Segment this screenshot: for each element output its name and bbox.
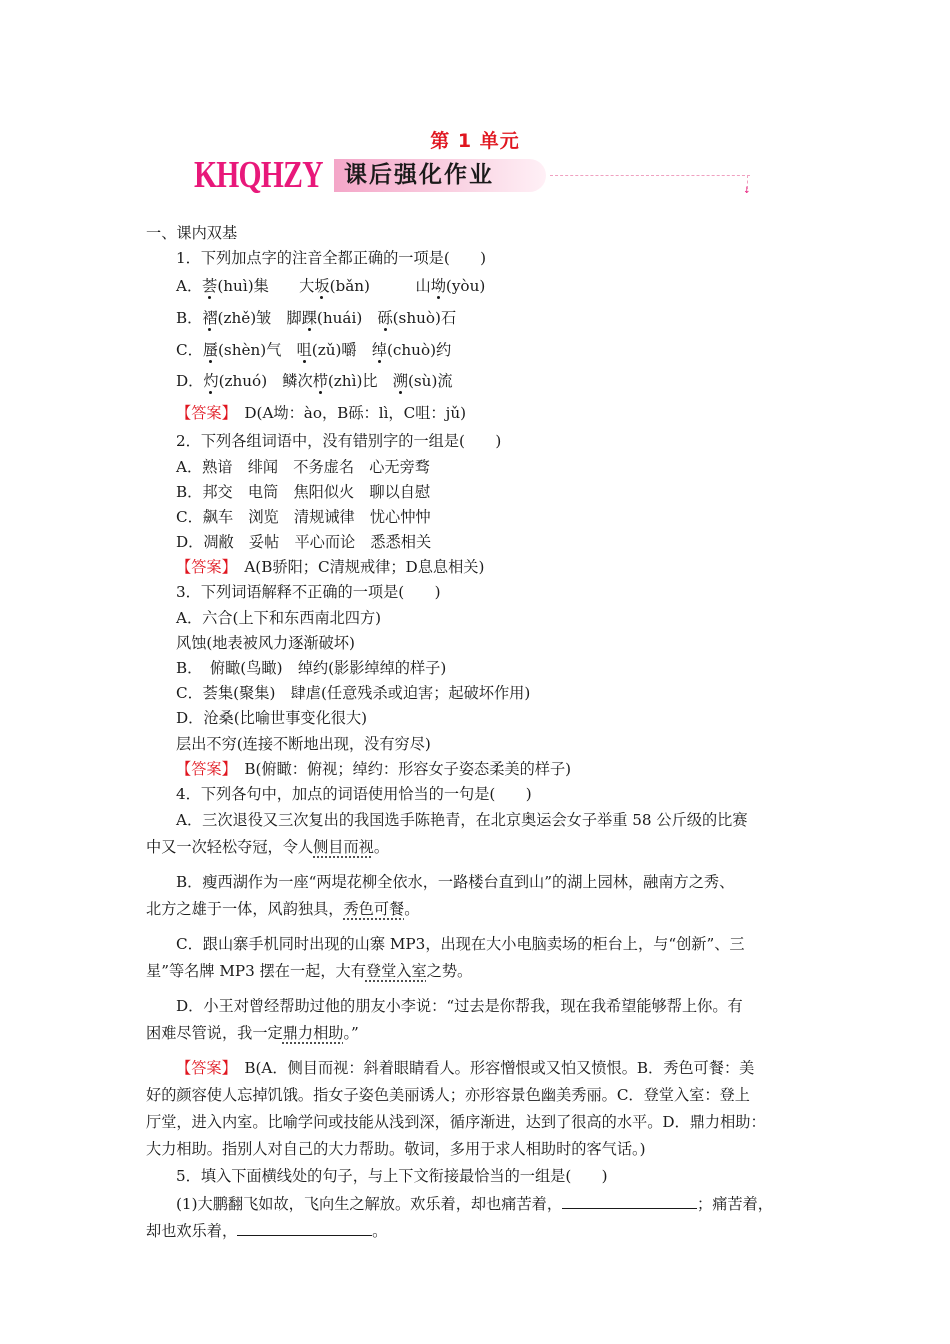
dotted-char: 荟: [202, 277, 218, 296]
option-text: A．: [176, 277, 203, 296]
option-text: 。: [373, 838, 389, 857]
option-text: B．: [176, 308, 203, 327]
question-1-answer: [146, 398, 806, 430]
dotted-phrase: 侧目而视: [313, 838, 374, 857]
section-banner: [194, 156, 764, 196]
question-4-answer-line: 好的颜容使人忘掉饥饿。指女子姿色美丽诱人；亦形容景色幽美秀丽。C．登堂入室：登上: [146, 1086, 750, 1105]
dotted-char: 坂: [314, 277, 330, 296]
option-text: (yòu): [445, 277, 486, 296]
question-2-answer: [146, 555, 806, 580]
option-text: (sù)流: [407, 372, 453, 391]
question-4-option-b-line1: B．瘦西湖作为一座“两堤花柳全依水，一路楼台直到山”的湖上园林，融南方之秀、: [176, 873, 735, 892]
question-3-line: C．荟集(聚集) 肆虐(任意残杀或迫害；起破坏作用): [176, 684, 531, 703]
question-4-option-d-line1: D．小王对曾经帮助过他的朋友小李说：“过去是你帮我，现在我希望能够帮上你。有: [176, 997, 743, 1016]
option-text: 星”等名牌 MP3 摆在一起，大有: [146, 962, 366, 981]
question-text: 。: [372, 1222, 388, 1241]
answer-text: D(A坳：ào，B砾：lì，C咀：jǔ): [229, 403, 467, 422]
fill-blank[interactable]: [237, 1217, 372, 1236]
banner-title: 课后强化作业: [344, 162, 494, 188]
answer-text: A(B骄阳；C清规戒律；D息息相关): [229, 558, 485, 577]
question-1-option-c: [146, 335, 806, 367]
dotted-char: 踝: [301, 308, 317, 327]
option-text: (zhì)比: [327, 372, 393, 391]
banner-logo: KHQHZY: [194, 154, 323, 196]
question-text: 却也欢乐着，: [146, 1222, 238, 1241]
unit-title: 第 1 单元: [430, 130, 520, 152]
dotted-phrase: 秀色可餐: [343, 900, 405, 919]
dotted-char: 咀: [296, 340, 312, 359]
question-3-stem: 3．下列词语解释不正确的一项是( ): [176, 583, 441, 602]
question-3-line: A．六合(上下和东西南北四方): [176, 608, 382, 627]
question-4-stem: 4．下列各句中，加点的词语使用恰当的一句是( ): [176, 784, 532, 803]
option-text: (shuò)石: [392, 308, 457, 327]
dotted-char: 栉: [312, 372, 328, 391]
answer-tag: 【答案】: [176, 558, 230, 577]
question-2-option-a: A．熟谙 绯闻 不务虚名 心无旁骛: [176, 457, 430, 476]
question-2-option-b: B．邦交 电筒 焦阳似火 聊以自慰: [176, 482, 431, 501]
answer-tag: 【答案】: [176, 1059, 230, 1078]
option-text: D．: [176, 372, 204, 391]
banner-dashed-line: [550, 175, 750, 176]
answer-text: B(俯瞰：俯视；绰约：形容女子姿态柔美的样子): [229, 759, 572, 778]
question-3-line: 层出不穷(连接不断地出现，没有穷尽): [176, 734, 431, 753]
question-4-option-b-line2: [146, 896, 806, 931]
dotted-char: 灼: [203, 372, 219, 391]
option-text: 北方之雄于一体，风韵独具，: [146, 900, 344, 919]
question-1-option-d: [146, 366, 806, 398]
question-5-line2: [146, 1217, 806, 1244]
question-2-option-c: C．飙车 浏览 清规诫律 忧心忡忡: [176, 507, 431, 526]
question-4-answer-line: 厅堂，进入内室。比喻学问或技能从浅到深，循序渐进，达到了很高的水平。D．鼎力相助：: [146, 1113, 766, 1132]
answer-tag: 【答案】: [176, 759, 230, 778]
option-text: (chuò)约: [386, 340, 452, 359]
question-1-option-b: [146, 303, 806, 335]
dotted-phrase: 登堂入室: [365, 962, 427, 981]
arrow-down-icon: ↓: [743, 186, 751, 196]
question-3-line: D．沧桑(比喻世事变化很大): [176, 709, 368, 728]
question-5-line1: [146, 1190, 806, 1217]
question-3-line: B． 俯瞰(鸟瞰) 绰约(影影绰绰的样子): [176, 659, 447, 678]
question-3-line: 风蚀(地表被风力逐渐破坏): [176, 633, 355, 652]
question-2-option-d: D．凋敝 妥帖 平心而论 悉悉相关: [176, 533, 432, 552]
question-3-answer: [146, 757, 806, 782]
dotted-char: 溯: [392, 372, 408, 391]
option-text: 。”: [343, 1024, 359, 1043]
option-text: (zhě)皱 脚: [217, 308, 302, 327]
option-text: (zhuó) 鳞次: [218, 372, 313, 391]
option-text: 困难尽管说，我一定: [146, 1024, 283, 1043]
dotted-char: 蜃: [202, 340, 218, 359]
option-text: (bǎn) 山: [329, 277, 431, 296]
answer-tag: 【答案】: [176, 403, 230, 422]
option-text: (huái): [316, 308, 378, 327]
question-1-stem: 1．下列加点字的注音全都正确的一项是( ): [176, 249, 487, 268]
question-5-stem: 5．填入下面横线处的句子，与上下文衔接最恰当的一组是( ): [176, 1167, 608, 1186]
dotted-phrase: 鼎力相助: [282, 1024, 344, 1043]
option-text: (zǔ)嚼: [311, 340, 372, 359]
question-4-option-c-line1: C．跟山寨手机同时出现的山寨 MP3，出现在大小电脑卖场的柜台上，与“创新”、三: [176, 935, 745, 954]
question-4-answer-line: 大力相助。指别人对自己的大力帮助。敬词，多用于求人相助时的客气话。): [146, 1140, 646, 1159]
fill-blank[interactable]: [562, 1190, 697, 1209]
option-text: 之势。: [426, 962, 473, 981]
answer-text: B(A．侧目而视：斜着眼睛看人。形容憎恨或又怕又愤恨。B．秀色可餐：美: [229, 1059, 755, 1078]
question-4-option-a-line2: [146, 834, 806, 869]
exercise-content: [146, 221, 806, 1244]
question-4-option-d-line2: [146, 1020, 806, 1055]
question-2-stem: 2．下列各组词语中，没有错别字的一组是( ): [176, 432, 502, 451]
option-text: (shèn)气: [218, 340, 297, 359]
dotted-char: 褶: [202, 308, 218, 327]
question-4-option-c-line2: [146, 958, 806, 993]
question-text: (1)大鹏翻飞如故，飞向生之解放。欢乐着，却也痛苦着，: [176, 1195, 563, 1214]
option-text: C．: [176, 340, 203, 359]
dotted-char: 砾: [377, 308, 393, 327]
question-text: ；痛苦着，: [697, 1195, 773, 1214]
dotted-char: 坳: [430, 277, 446, 296]
option-text: 中又一次轻松夺冠，令人: [146, 838, 314, 857]
section-title: 一、课内双基: [146, 224, 238, 242]
question-4-answer: [146, 1055, 806, 1082]
option-text: 。: [404, 900, 420, 919]
option-text: (huì)集 大: [217, 277, 315, 296]
question-4-option-a-line1: A．三次退役又三次复出的我国选手陈艳青，在北京奥运会女子举重 58 公斤级的比赛: [176, 811, 748, 830]
dotted-char: 绰: [371, 340, 387, 359]
question-1-option-a: [146, 271, 806, 303]
